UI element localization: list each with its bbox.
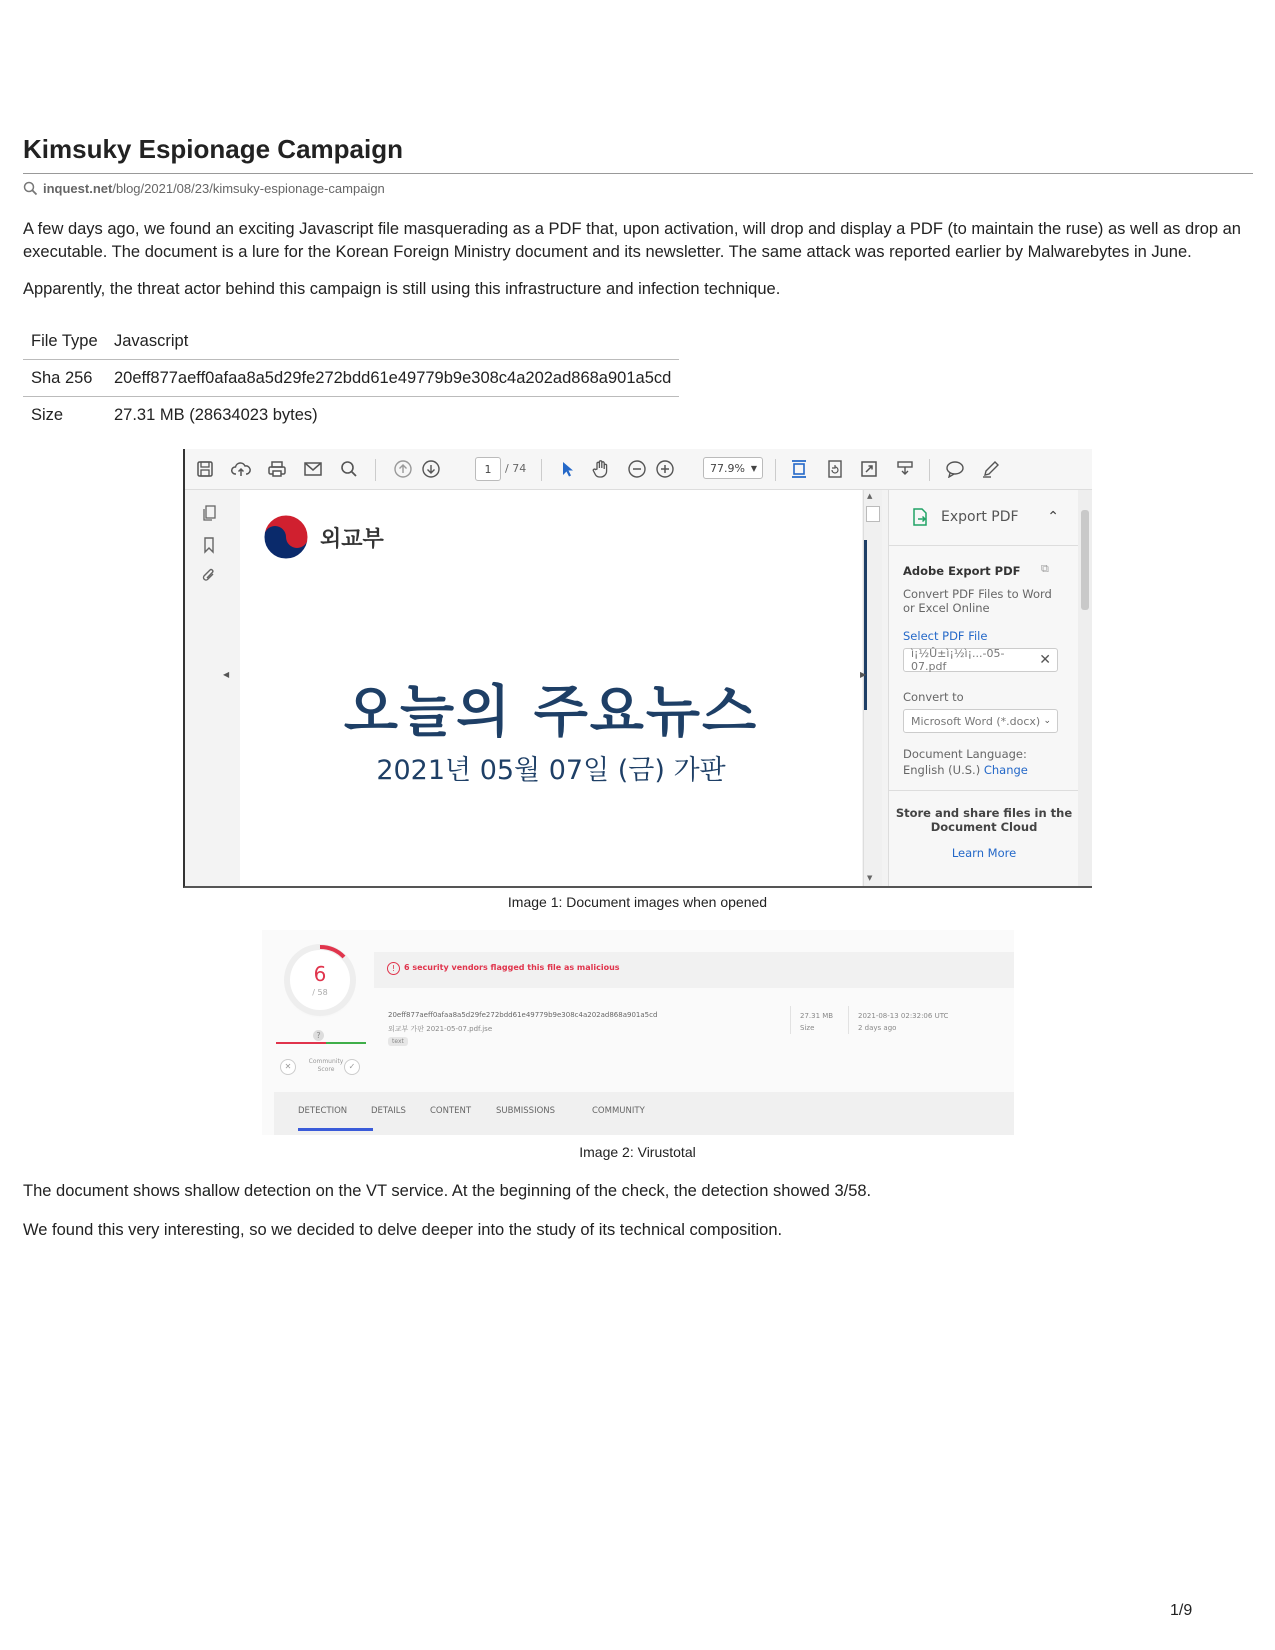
comment-icon[interactable] [943, 457, 967, 481]
pdf-viewer-screenshot [183, 449, 1092, 888]
export-pdf-panel [888, 490, 1079, 886]
source-path: /blog/2021/08/23/kimsuky-espionage-campaign [112, 181, 385, 196]
table-row [23, 397, 679, 434]
next-page-icon[interactable] [419, 457, 443, 481]
community-score-good-bar [326, 1042, 366, 1044]
size-key: Size [23, 397, 106, 434]
title-divider [23, 173, 1253, 174]
convert-format-select[interactable] [903, 709, 1058, 733]
figure2-caption: Image 2: Virustotal [579, 1144, 696, 1160]
detection-paragraph: The document shows shallow detection on the VT service. At the beginning of the check, the detection showed 3/58. [23, 1182, 872, 1200]
sha256-value: 20eff877aeff0afaa8a5d29fe272bdd61e49779b9e308c4a202ad868a901a5cd [106, 360, 679, 397]
page-number-input[interactable]: 1 [475, 457, 501, 481]
file-type-value: Javascript [114, 331, 189, 350]
export-desc-line2: or Excel Online [903, 601, 990, 615]
source-host: inquest.net [43, 181, 113, 196]
detection-score-ring [290, 950, 350, 1010]
search-icon [23, 181, 38, 196]
search-icon[interactable] [337, 457, 361, 481]
file-name: 외교부 가판 2021-05-07.pdf.jse [388, 1025, 493, 1033]
page-number: 1/9 [1170, 1602, 1193, 1619]
select-cursor-icon[interactable] [555, 457, 579, 481]
scroll-up-icon[interactable]: ▲ [867, 492, 873, 500]
chevron-down-icon: ⌄ [1043, 716, 1051, 726]
export-pdf-title: Export PDF [941, 509, 1019, 525]
full-screen-icon[interactable] [857, 457, 881, 481]
panel-scroll-thumb[interactable] [1081, 510, 1089, 610]
copy-icon[interactable]: ⧉ [1041, 562, 1049, 575]
document-language-label: Document Language: [903, 747, 1027, 761]
viewer-toolbar [185, 449, 1092, 490]
export-pdf-icon [911, 507, 929, 530]
selected-file-field[interactable] [903, 648, 1058, 672]
malicious-alert-text: 6 security vendors flagged this file as malicious [404, 963, 620, 972]
community-score-bad-bar [276, 1042, 326, 1044]
scroll-thumb[interactable] [866, 506, 880, 522]
analysis-date-value: 2021-08-13 02:32:06 UTC [858, 1012, 949, 1020]
file-tag[interactable]: text [388, 1037, 408, 1046]
tab-community[interactable]: COMMUNITY [592, 1106, 645, 1116]
document-org-name: 외교부 [320, 527, 384, 552]
zoom-in-icon[interactable] [653, 457, 677, 481]
convert-to-label: Convert to [903, 690, 964, 704]
zoom-value: 77.9% [710, 461, 745, 475]
document-date: 2021년 05월 07일 (금) 가판 [376, 755, 726, 786]
attachment-icon[interactable] [198, 564, 220, 586]
stamp-icon[interactable] [893, 457, 917, 481]
upvote-icon[interactable]: ✓ [344, 1059, 360, 1075]
detection-total: / 58 [312, 988, 328, 997]
file-type-key: File Type [31, 331, 98, 350]
convert-format-value: Microsoft Word (*.docx) [911, 714, 1041, 728]
pen-icon[interactable] [979, 457, 1003, 481]
file-info-table [23, 323, 679, 433]
toolbar-divider [775, 459, 776, 481]
save-icon[interactable] [193, 457, 217, 481]
table-row [23, 323, 679, 360]
context-paragraph: Apparently, the threat actor behind this campaign is still using this infrastructure and infection technique. [23, 280, 781, 298]
virustotal-screenshot [262, 930, 1014, 1135]
document-language-value: English (U.S.) [903, 763, 981, 777]
source-url[interactable] [23, 181, 385, 196]
analysis-date-relative: 2 days ago [858, 1024, 897, 1032]
fit-page-icon[interactable] [787, 457, 811, 481]
viewer-left-rail [185, 490, 235, 886]
print-icon[interactable] [265, 457, 289, 481]
select-pdf-link[interactable]: Select PDF File [903, 629, 988, 643]
cloud-promo-line1: Store and share files in the [895, 806, 1073, 820]
malicious-alert-banner [374, 952, 1014, 988]
document-language [903, 763, 1028, 778]
previous-page-icon[interactable] [391, 457, 415, 481]
community-score-label: Community Score [308, 1058, 344, 1073]
detection-count: 6 [313, 962, 327, 986]
pages-icon[interactable] [198, 502, 220, 524]
zoom-select[interactable] [703, 457, 763, 479]
document-headline: 오늘의 주요뉴스 [343, 680, 759, 745]
collapse-left-icon[interactable]: ◀ [223, 670, 230, 679]
file-size [800, 1010, 833, 1034]
downvote-icon[interactable]: ✕ [280, 1059, 296, 1075]
bookmark-icon[interactable] [198, 534, 220, 556]
toolbar-divider [929, 459, 930, 481]
divider [848, 1006, 849, 1034]
help-icon[interactable]: ? [313, 1030, 324, 1041]
expand-right-icon[interactable]: ▶ [860, 670, 867, 679]
upload-cloud-icon[interactable] [229, 457, 253, 481]
tab-detection[interactable]: DETECTION [298, 1106, 348, 1116]
size-value: 27.31 MB (28634023 bytes) [106, 397, 679, 434]
scroll-down-icon[interactable]: ▼ [867, 874, 873, 882]
rotate-view-icon[interactable] [823, 457, 847, 481]
learn-more-link[interactable]: Learn More [951, 846, 1017, 860]
government-emblem-logo [262, 513, 310, 561]
file-size-label: Size [800, 1024, 815, 1032]
chevron-down-icon: ▼ [750, 463, 757, 473]
export-desc-line1: Convert PDF Files to Word [903, 587, 1052, 601]
document-cloud-promo [889, 790, 1079, 887]
panel-scrollbar[interactable] [1078, 490, 1092, 886]
tab-details[interactable]: DETAILS [371, 1106, 406, 1116]
tab-content[interactable]: CONTENT [430, 1106, 472, 1116]
table-row [23, 360, 679, 397]
zoom-out-icon[interactable] [625, 457, 649, 481]
toolbar-divider [375, 459, 376, 481]
conclusion-paragraph: We found this very interesting, so we decided to delve deeper into the study of its technical composition. [23, 1221, 783, 1239]
sha256-key: Sha 256 [23, 360, 106, 397]
cloud-promo-text [889, 806, 1079, 834]
page-title: Kimsuky Espionage Campaign [23, 134, 403, 164]
adobe-export-title: Adobe Export PDF [903, 564, 1021, 578]
cloud-promo-line2: Document Cloud [930, 820, 1038, 834]
close-icon[interactable]: ✕ [1039, 652, 1051, 668]
chevron-up-icon[interactable]: ⌃ [1047, 509, 1059, 525]
alert-icon: ! [387, 962, 400, 975]
selected-file-name: ì¡½Û±ì¡½ì¡...-05-07.pdf [911, 647, 1005, 673]
file-hash[interactable]: 20eff877aeff0afaa8a5d29fe272bdd61e49779b9e308c4a202ad868a901a5cd [388, 1011, 658, 1019]
analysis-date [858, 1010, 948, 1034]
change-language-link[interactable]: Change [983, 763, 1028, 777]
document-page [240, 490, 862, 886]
export-pdf-header[interactable] [889, 490, 1079, 546]
email-icon[interactable] [301, 457, 325, 481]
document-scrollbar[interactable] [860, 490, 882, 886]
file-size-value: 27.31 MB [800, 1012, 834, 1020]
figure1-caption: Image 1: Document images when opened [507, 894, 768, 910]
intro-paragraph: A few days ago, we found an exciting Javascript file masquerading as a PDF that, upon activation, will drop and display a PDF (to maintain the ruse) as well as drop an executable. The document is a lure for the Korean Foreign Ministry document and its newsletter. The same attack was reported earlier by Malwarebytes in June. [23, 220, 1241, 261]
page-total: / 74 [505, 462, 527, 475]
tab-submissions[interactable]: SUBMISSIONS [496, 1106, 556, 1116]
toolbar-divider [541, 459, 542, 481]
hand-tool-icon[interactable] [589, 457, 613, 481]
vt-tab-bar [274, 1092, 1014, 1135]
page-indicator [864, 540, 867, 710]
divider [790, 1006, 791, 1034]
active-tab-indicator [298, 1128, 373, 1131]
